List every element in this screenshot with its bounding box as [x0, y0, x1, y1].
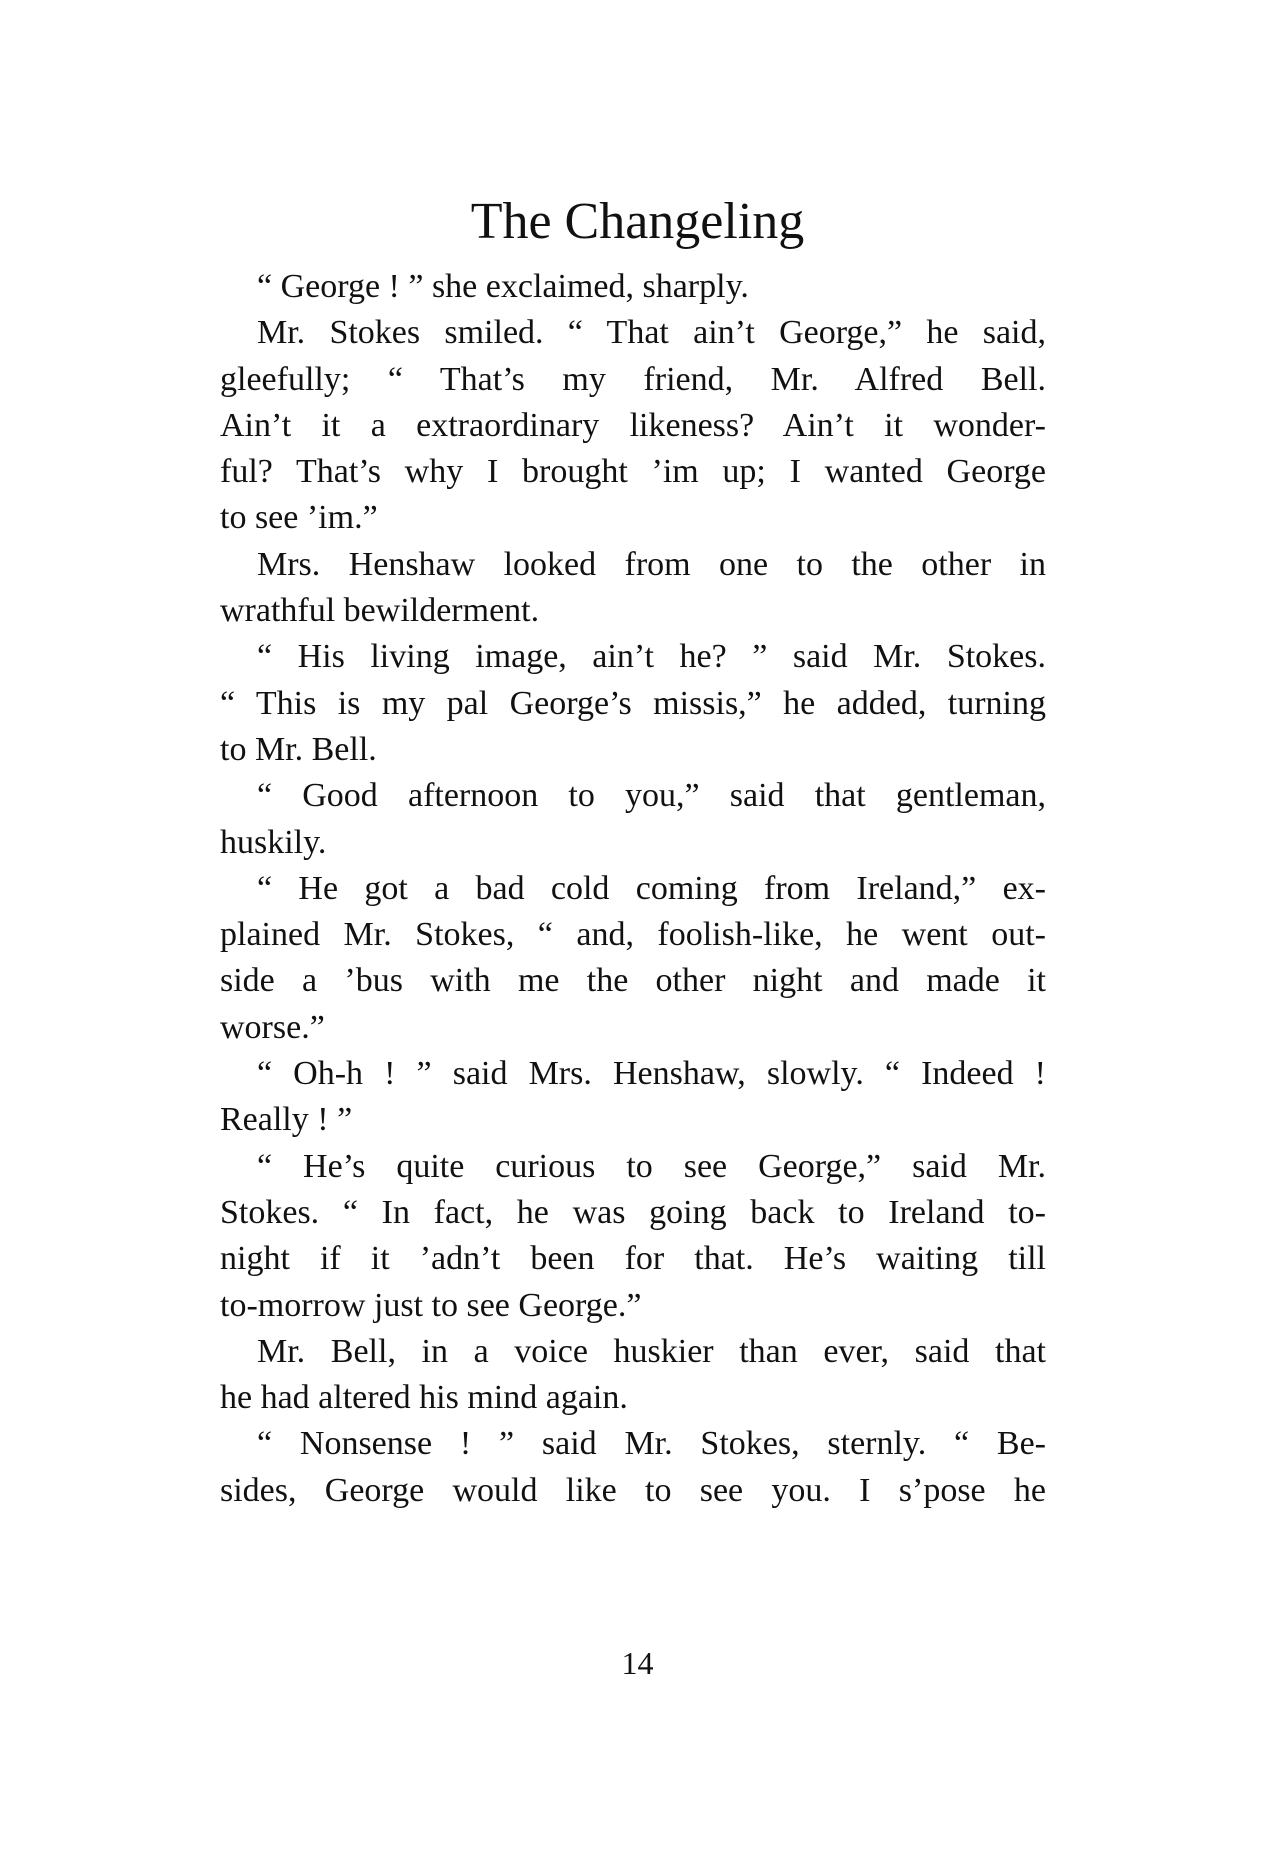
text-line: Mrs. Henshaw looked from one to the other in	[257, 545, 1046, 583]
text-line: night if it ’adn’t been for that. He’s waiting till	[220, 1240, 1046, 1278]
body-text	[220, 264, 1046, 1514]
text-line: ful? That’s why I brought ’im up; I wanted George	[220, 453, 1046, 491]
text-line: to see ’im.”	[220, 499, 378, 537]
text-line: gleefully; “ That’s my friend, Mr. Alfred Bell.	[220, 360, 1046, 398]
text-line: “ He’s quite curious to see George,” said Mr.	[257, 1147, 1046, 1185]
text-line: huskily.	[220, 823, 327, 861]
text-line: worse.”	[220, 1008, 325, 1046]
text-line: side a ’bus with me the other night and made it	[220, 962, 1046, 1000]
page-number: 14	[621, 1645, 654, 1681]
text-line: Ain’t it a extraordinary likeness? Ain’t it wonder-	[220, 406, 1046, 444]
text-line: “ Oh-h ! ” said Mrs. Henshaw, slowly. “ Indeed !	[257, 1055, 1046, 1093]
text-line: to Mr. Bell.	[220, 730, 377, 768]
text-line: “ George ! ” she exclaimed, sharply.	[257, 268, 749, 305]
text-line: “ This is my pal George’s missis,” he added, turning	[220, 684, 1046, 722]
text-line: Stokes. “ In fact, he was going back to Ireland to-	[220, 1193, 1046, 1231]
text-line: wrathful bewilderment.	[220, 592, 540, 630]
text-line: “ He got a bad cold coming from Ireland,” ex-	[257, 869, 1046, 907]
text-line: he had altered his mind again.	[220, 1379, 628, 1417]
running-head-title: The Changeling	[470, 193, 805, 250]
text-line: Mr. Stokes smiled. “ That ain’t George,” he said,	[257, 314, 1046, 352]
text-line: “ Nonsense ! ” said Mr. Stokes, sternly. “ Be-	[257, 1425, 1046, 1463]
text-line: “ Good afternoon to you,” said that gentleman,	[257, 777, 1046, 815]
text-line: plained Mr. Stokes, “ and, foolish-like, he went out-	[220, 916, 1046, 954]
text-line: Really ! ”	[220, 1101, 353, 1139]
text-line: “ His living image, ain’t he? ” said Mr. Stokes.	[257, 638, 1046, 676]
text-line: to-morrow just to see George.”	[220, 1286, 642, 1324]
text-line: Mr. Bell, in a voice huskier than ever, said that	[257, 1332, 1046, 1370]
text-line: sides, George would like to see you. I s’pose he	[220, 1471, 1046, 1509]
